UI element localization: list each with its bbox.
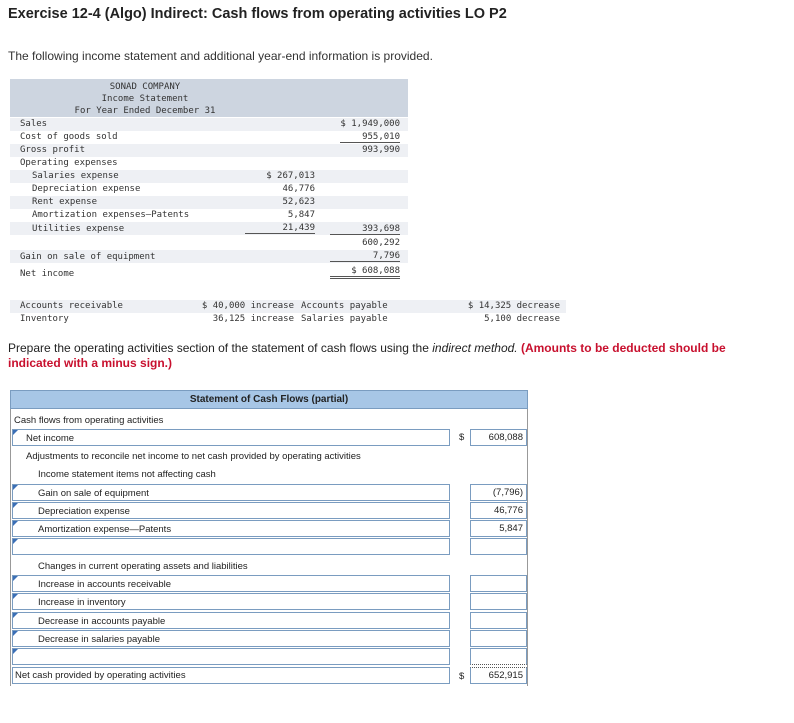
- inventory-value: 36,125 increase: [212, 314, 294, 324]
- net-income-label-input[interactable]: [12, 429, 450, 446]
- instructions-italic: indirect method.: [432, 341, 518, 355]
- inc-ar-amount-input[interactable]: [470, 575, 527, 592]
- net-income-label: Net income: [20, 269, 75, 279]
- depreciation-amount-input[interactable]: 46,776: [470, 502, 527, 519]
- dec-sp-row-label: Decrease in salaries payable: [38, 634, 160, 645]
- blank-row-input-2[interactable]: [12, 648, 450, 665]
- depr-value: 46,776: [282, 184, 315, 194]
- statement-name: Income Statement: [101, 94, 189, 104]
- gain-amount-input[interactable]: (7,796): [470, 484, 527, 501]
- net-cash-dollar-sign: $: [459, 671, 465, 682]
- dec-ap-amount-input[interactable]: [470, 612, 527, 629]
- opex-label: Operating expenses: [20, 158, 118, 168]
- subtotal-value: 600,292: [362, 238, 400, 248]
- depreciation-row-label: Depreciation expense: [38, 506, 130, 517]
- amortization-amount-input[interactable]: 5,847: [470, 520, 527, 537]
- ar-label: Accounts receivable: [20, 301, 123, 311]
- cogs-value: 955,010: [340, 132, 400, 143]
- inventory-label: Inventory: [20, 314, 69, 324]
- company-name: SONAD COMPANY: [109, 82, 181, 92]
- dec-sp-amount-input[interactable]: [470, 630, 527, 647]
- rent-value: 52,623: [282, 197, 315, 207]
- net-income-value: $ 608,088: [330, 266, 400, 279]
- amortization-row-label: Amortization expense—Patents: [38, 524, 172, 535]
- depr-label: Depreciation expense: [32, 184, 141, 194]
- intro-text: The following income statement and additional year-end information is provided.: [8, 49, 433, 63]
- net-cash-amount: 652,915: [470, 667, 527, 684]
- gain-row-label: Gain on sale of equipment: [38, 488, 149, 499]
- gross-value: 993,990: [362, 145, 400, 155]
- blank-amount-input-2[interactable]: [470, 648, 527, 665]
- net-cash-row-label: Net cash provided by operating activities: [12, 667, 450, 684]
- total-opex-value: 393,698: [330, 224, 400, 235]
- income-statement-header: [10, 79, 408, 117]
- instructions: [8, 341, 778, 371]
- cogs-label: Cost of goods sold: [20, 132, 118, 142]
- gain-label: Gain on sale of equipment: [20, 252, 156, 262]
- changes-label: Changes in current operating assets and liabilities: [38, 561, 248, 572]
- dec-ap-row-label: Decrease in accounts payable: [38, 616, 166, 627]
- cash-flow-statement-title: Statement of Cash Flows (partial): [10, 390, 528, 409]
- net-income-dollar-sign: $: [459, 432, 465, 443]
- amort-value: 5,847: [287, 210, 315, 220]
- not-affecting-label: Income statement items not affecting cash: [38, 469, 216, 480]
- ar-value: $ 40,000 increase: [201, 301, 294, 311]
- net-income-amount-input[interactable]: 608,088: [470, 429, 527, 446]
- sales-value: $ 1,949,000: [340, 119, 400, 129]
- sp-value: 5,100 decrease: [484, 314, 560, 324]
- util-label: Utilities expense: [32, 224, 125, 234]
- inc-inv-row-label: Increase in inventory: [38, 597, 126, 608]
- amort-label: Amortization expenses—Patents: [32, 210, 190, 220]
- gain-value: 7,796: [330, 251, 400, 262]
- section-label: Cash flows from operating activities: [14, 415, 164, 426]
- util-value: 21,439: [245, 223, 315, 234]
- salaries-value: $ 267,013: [266, 171, 315, 181]
- instructions-bold: (Amounts to be deducted should be indicated with a minus sign.): [8, 341, 726, 370]
- instructions-text: Prepare the operating activities section of the statement of cash flows using the: [8, 341, 433, 355]
- blank-row-input-1[interactable]: [12, 538, 450, 555]
- gross-label: Gross profit: [20, 145, 86, 155]
- statement-period: For Year Ended December 31: [74, 106, 216, 116]
- ap-label: Accounts payable: [301, 301, 388, 311]
- adjustments-label: Adjustments to reconcile net income to net cash provided by operating activities: [26, 451, 361, 462]
- sales-label: Sales: [20, 119, 48, 129]
- inc-inv-amount-input[interactable]: [470, 593, 527, 610]
- page-title: Exercise 12-4 (Algo) Indirect: Cash flows from operating activities LO P2: [8, 6, 507, 22]
- blank-amount-input-1[interactable]: [470, 538, 527, 555]
- salaries-label: Salaries expense: [32, 171, 119, 181]
- net-income-row-label: Net income: [26, 433, 75, 444]
- rent-label: Rent expense: [32, 197, 98, 207]
- ap-value: $ 14,325 decrease: [467, 301, 560, 311]
- sp-label: Salaries payable: [301, 314, 388, 324]
- inc-ar-row-label: Increase in accounts receivable: [38, 579, 172, 590]
